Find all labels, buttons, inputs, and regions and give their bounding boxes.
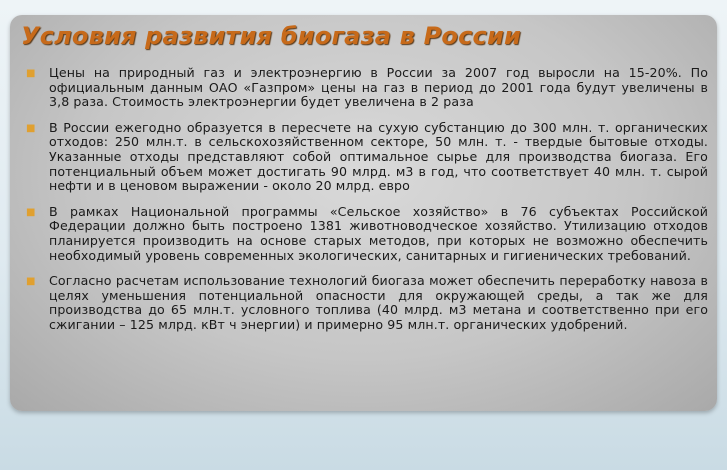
bullet-text: В рамках Национальной программы «Сельское хозяйство» в 76 субъектах Российской Федерации должно быть построено 1381 животноводческое хозяйство. Утилизацию отходов планируется производить на основе старых методов, при которых не возможно обеспечить необходимый уровень современных экологических, санитарных и гигиенических требований.	[49, 203, 708, 263]
bullet-text: Согласно расчетам использование технологий биогаза может обеспечить переработку навоза в целях уменьшения потенциальной опасности для окружающей среды, а так же для производства до 65 млн.т. условного топлива (40 млрд. м3 метана и соответственно при его сжигании – 125 млрд. кВт ч энергии) и примерно 95 млн.т. органических удобрений.	[49, 273, 708, 332]
bullet-marker-icon: ■	[26, 122, 36, 134]
bullet-item-organic-waste	[26, 121, 708, 194]
bullet-item-national-program	[26, 205, 708, 263]
bullet-item-gas-prices	[26, 66, 708, 110]
bullet-marker-icon: ■	[26, 276, 36, 288]
bullet-marker-icon: ■	[26, 206, 36, 218]
slide-title: Условия развития биогаза в России	[21, 22, 521, 50]
bullet-text: Цены на природный газ и электроэнергию в России за 2007 год выросли на 15-20%. По официальным данным ОАО «Газпром» цены на газ в период до 2001 года будут увеличены в 3,8 раза. Стоимость электроэнергии будет увеличена в 2 раза	[49, 65, 708, 110]
bullet-list	[26, 66, 708, 344]
bullet-marker-icon: ■	[26, 68, 36, 79]
bullet-item-biogas-technology	[26, 274, 708, 332]
bullet-text: В России ежегодно образуется в пересчете на сухую субстанцию до 300 млн. т. органических отходов: 250 млн.т. в сельскохозяйственном секторе, 50 млн. т. - твердые бытовые отходы. Указанные отходы представляют собой оптимальное сырье для производства биогаза. Его потенциальный объем может достигать 90 млрд. м3 в год, что соответствует 40 млн. т. сырой нефти и в ценовом выражении - около 20 млрд. евро	[49, 119, 708, 194]
